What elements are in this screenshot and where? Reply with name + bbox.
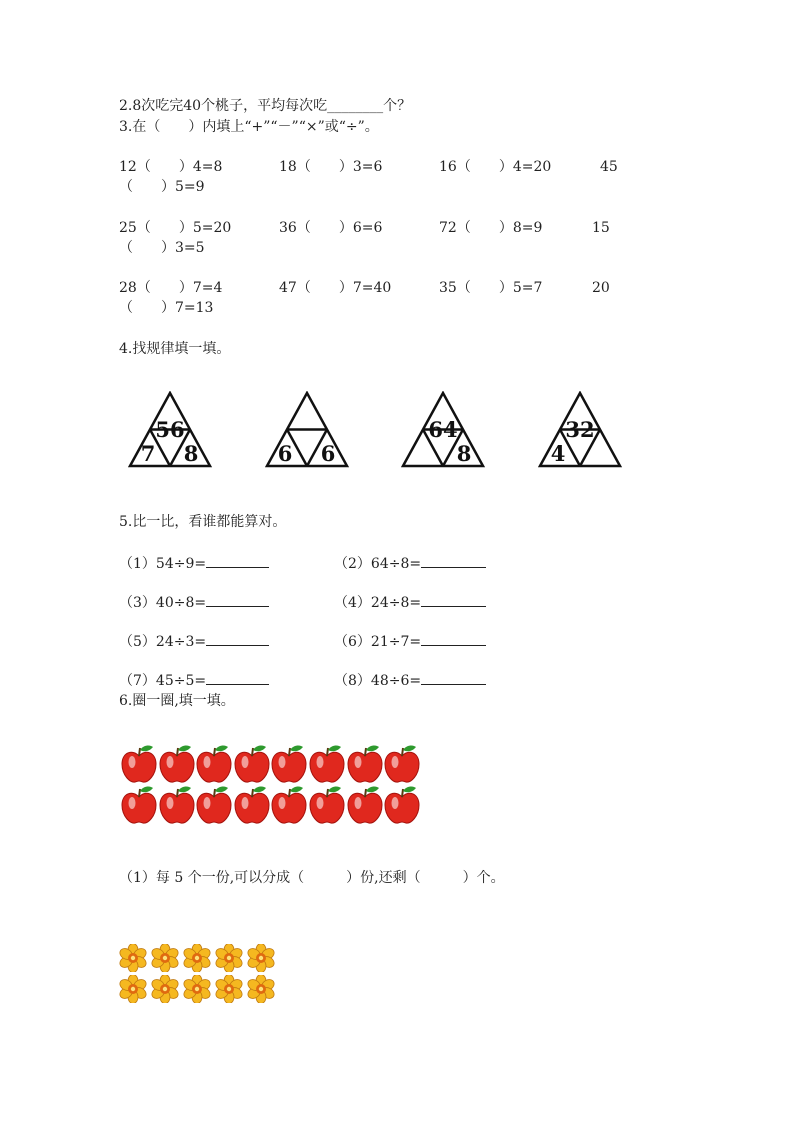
q3-item: 28（ ）7=4	[119, 280, 223, 296]
q5-expression: （1）54÷9=	[119, 556, 207, 572]
answer-blank[interactable]	[421, 670, 486, 685]
flower-icon	[215, 975, 247, 1006]
answer-blank[interactable]	[206, 670, 269, 685]
q5-item-6	[334, 631, 486, 651]
triangle-left-number: 6	[277, 441, 293, 466]
answer-blank[interactable]	[206, 631, 269, 646]
triangle-right-number: 8	[183, 441, 199, 466]
number-triangle-2	[265, 391, 351, 469]
question-4-title: 4.找规律填一填。	[119, 341, 231, 357]
triangle-left-number: 7	[140, 441, 156, 466]
apple-icon	[271, 785, 309, 826]
apple-icon	[159, 785, 197, 826]
flower-icon	[215, 944, 247, 975]
flower-icon	[119, 975, 151, 1006]
answer-blank[interactable]	[421, 553, 486, 568]
triangle-top-number: 32	[565, 417, 595, 442]
q3-item: 18（ ）3=6	[279, 159, 383, 175]
apple-icon	[234, 744, 272, 785]
triangle-top-number: 64	[428, 417, 458, 442]
triangle-top-number: 56	[155, 417, 185, 442]
apple-icon	[384, 744, 422, 785]
answer-blank[interactable]	[206, 592, 269, 607]
apple-icon	[309, 785, 347, 826]
flower-grid	[119, 944, 279, 1006]
question-3-title: 3.在（ ）内填上“+”“－”“×”或“÷”。	[119, 119, 379, 135]
q3-item: （ ）3=5	[119, 240, 205, 256]
q3-item: 36（ ）6=6	[279, 220, 383, 236]
apple-icon	[196, 744, 234, 785]
question-6-sub-1: （1）每 5 个一份,可以分成（ ）份,还剩（ ）个。	[119, 870, 505, 886]
q3-item: 15	[592, 220, 610, 236]
q3-item: 35（ ）5=7	[439, 280, 543, 296]
answer-blank[interactable]	[421, 631, 486, 646]
q5-expression: （6）21÷7=	[334, 634, 422, 650]
q5-expression: （4）24÷8=	[334, 595, 422, 611]
question-5-title: 5.比一比，看谁都能算对。	[119, 514, 287, 530]
q3-item: （ ）5=9	[119, 179, 205, 195]
q3-item: 47（ ）7=40	[279, 280, 392, 296]
q5-expression: （3）40÷8=	[119, 595, 207, 611]
q5-item-3	[119, 592, 269, 612]
apple-icon	[121, 744, 159, 785]
q3-item: 45	[600, 159, 618, 175]
apple-icon	[384, 785, 422, 826]
flower-icon	[247, 944, 279, 975]
triangle-right-number: 8	[456, 441, 472, 466]
apple-icon	[196, 785, 234, 826]
flower-icon	[183, 975, 215, 1006]
q5-item-5	[119, 631, 269, 651]
q5-expression: （5）24÷3=	[119, 634, 207, 650]
flower-icon	[151, 944, 183, 975]
apple-icon	[121, 785, 159, 826]
number-triangle-3	[401, 391, 487, 469]
q5-item-2	[334, 553, 486, 573]
q5-expression: （7）45÷5=	[119, 673, 207, 689]
number-triangle-4	[538, 391, 624, 469]
q3-item: 25（ ）5=20	[119, 220, 232, 236]
answer-blank[interactable]	[206, 553, 269, 568]
q3-item: 12（ ）4=8	[119, 159, 223, 175]
apple-icon	[234, 785, 272, 826]
q3-item: 72（ ）8=9	[439, 220, 543, 236]
apple-icon	[347, 785, 385, 826]
apple-icon	[271, 744, 309, 785]
flower-icon	[247, 975, 279, 1006]
triangle-left-number: 4	[550, 441, 566, 466]
q5-item-4	[334, 592, 486, 612]
q5-item-1	[119, 553, 269, 573]
number-triangle-1	[128, 391, 214, 469]
flower-icon	[119, 944, 151, 975]
q3-item: （ ）7=13	[119, 300, 214, 316]
q5-expression: （2）64÷8=	[334, 556, 422, 572]
answer-blank[interactable]	[421, 592, 486, 607]
apple-grid	[121, 744, 422, 826]
q5-item-7	[119, 670, 269, 690]
apple-icon	[309, 744, 347, 785]
q3-item: 16（ ）4=20	[439, 159, 552, 175]
triangle-right-number: 6	[320, 441, 336, 466]
question-2: 2.8次吃完40个桃子，平均每次吃________个？	[119, 98, 412, 114]
apple-icon	[159, 744, 197, 785]
q5-expression: （8）48÷6=	[334, 673, 422, 689]
flower-icon	[151, 975, 183, 1006]
question-6-title: 6.圈一圈,填一填。	[119, 693, 235, 709]
flower-icon	[183, 944, 215, 975]
apple-icon	[347, 744, 385, 785]
q3-item: 20	[592, 280, 610, 296]
q5-item-8	[334, 670, 486, 690]
